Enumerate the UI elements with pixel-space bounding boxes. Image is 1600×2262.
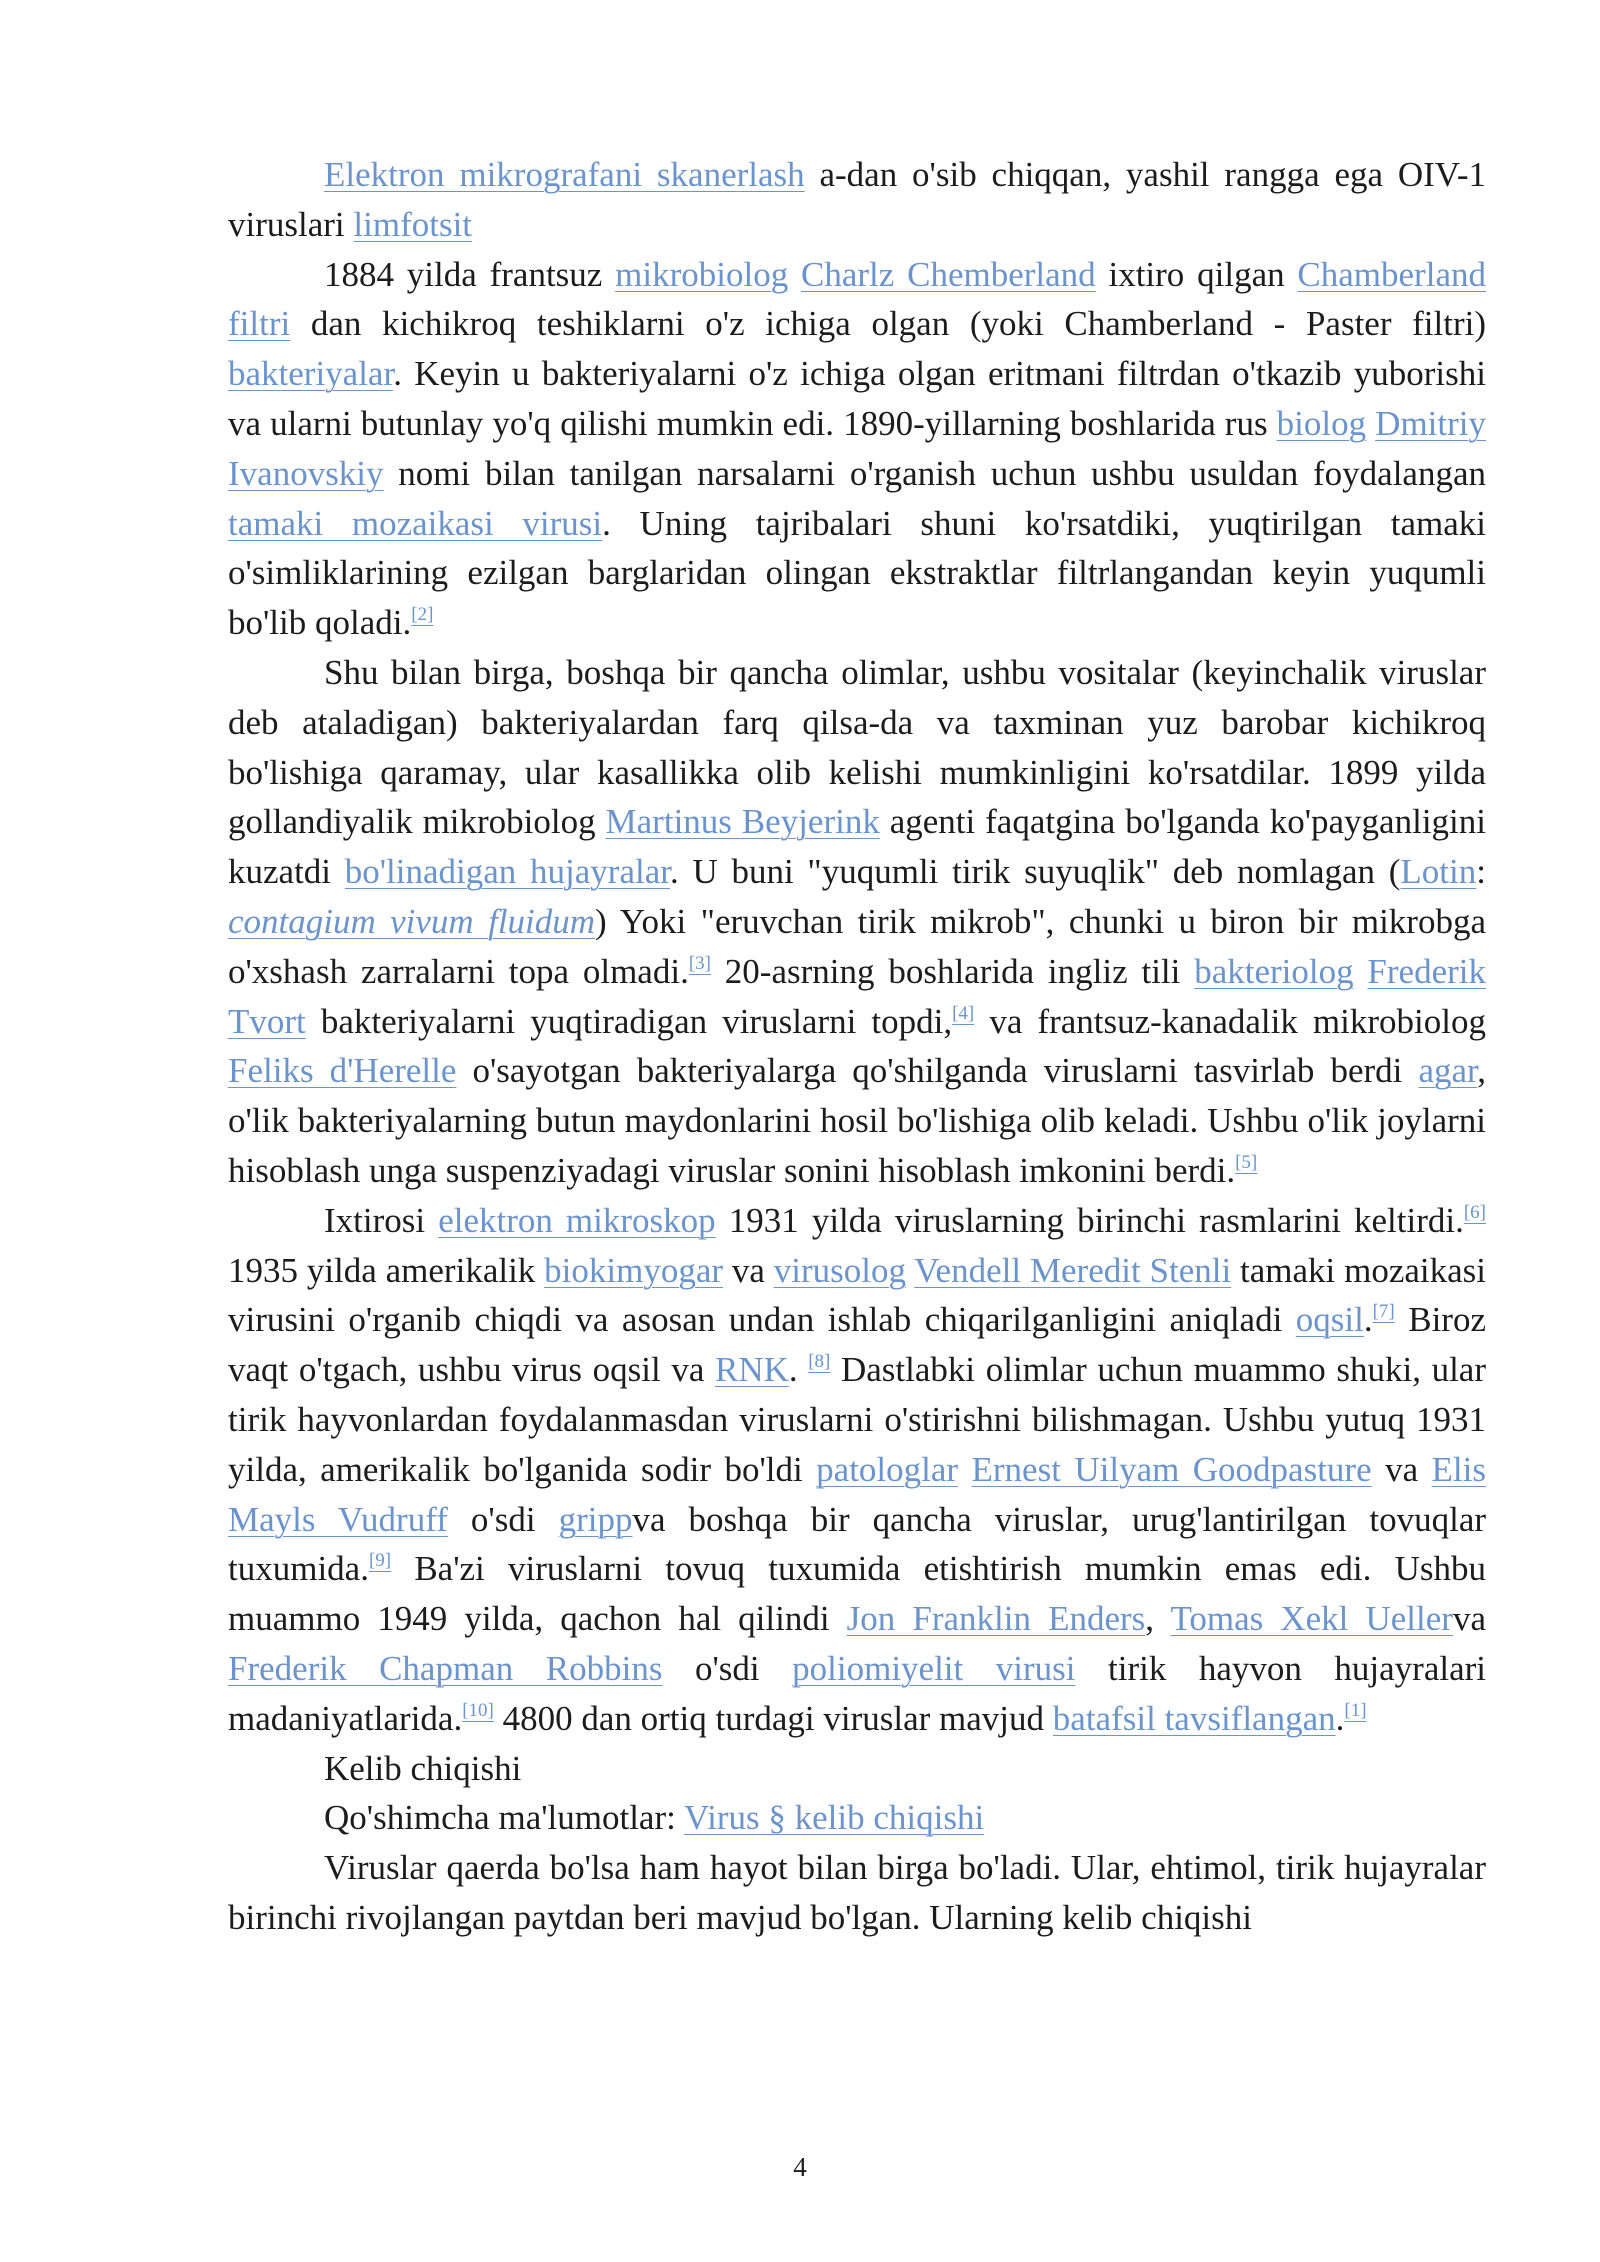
- text-run: ) Yoki "eruvchan tirik mikrob", chunki u biron bir mikrobga o'xshash zarralarni topa olmadi.: [228, 901, 1486, 991]
- footnote-ref[interactable]: [1235, 1152, 1257, 1173]
- inline-link[interactable]: Chamberland filtri: [228, 254, 1486, 344]
- text-run: Dastlabki olimlar uchun muammo shuki, ular tirik hayvonlardan foydalanmasdan viruslarni o'stirishni bilishmagan. Ushbu yutuq 1931 yilda, amerikalik bo'lganida sodir bo'ldi: [228, 1350, 1486, 1489]
- footnote-ref[interactable]: [1344, 1700, 1366, 1721]
- inline-link[interactable]: elektron mikroskop: [438, 1200, 716, 1240]
- text-run: 1935 yilda amerikalik: [228, 1250, 545, 1290]
- inline-link[interactable]: batafsil tavsiflangan: [1052, 1698, 1336, 1738]
- text-run: o'sdi: [447, 1499, 559, 1539]
- inline-link[interactable]: bakteriyalar: [228, 354, 394, 394]
- footnote-ref[interactable]: [411, 604, 433, 625]
- text-run: ,: [1145, 1599, 1171, 1639]
- inline-link[interactable]: Frederik Chapman Robbins: [228, 1648, 663, 1688]
- text-run: . Keyin u bakteriyalarni o'z ichiga olgan eritmani filtrdan o'tkazib yuborishi va ularni butunlay yo'q qilishi mumkin edi. 1890-yillarning boshlarida rus: [228, 354, 1486, 443]
- text-run: va boshqa bir qancha viruslar, urug'lantirilgan tovuqlar tuxumida.: [228, 1499, 1487, 1589]
- footnote-ref[interactable]: [808, 1351, 830, 1372]
- document-page: [228, 150, 1486, 1943]
- text-run: tamaki mozaikasi virusini o'rganib chiqdi va asosan undan ishlab chiqarilganligini aniqladi: [228, 1250, 1487, 1340]
- inline-link[interactable]: biolog: [1276, 403, 1367, 443]
- footnote-ref[interactable]: [1464, 1202, 1486, 1223]
- text-run: Shu bilan birga, boshqa bir qancha olimlar, ushbu vositalar (keyinchalik viruslar deb ataladigan) bakteriyalardan farq qilsa-da va taxminan yuz barobar kichikroq bo'lishiga qaramay, ular kasallikka olib kelishi mumkinligini ko'rsatdilar. 1899 yilda gollandiyalik mikrobiolog: [228, 652, 1486, 842]
- text-run: [788, 255, 801, 294]
- text-run: agenti faqatgina bo'lganda ko'payganligini kuzatdi: [228, 802, 1486, 892]
- text-run: .: [1363, 1300, 1373, 1340]
- body-paragraphs: [228, 150, 1486, 1744]
- footnote-ref[interactable]: [369, 1550, 391, 1571]
- inline-link[interactable]: Elektron mikrografani skanerlash: [324, 155, 805, 194]
- paragraph: [228, 648, 1486, 1196]
- inline-link[interactable]: Tomas Xekl Ueller: [1170, 1599, 1453, 1639]
- text-run: nomi bilan tanilgan narsalarni o'rganish uchun ushbu usuldan foydalangan: [383, 453, 1486, 493]
- text-run: .: [1335, 1698, 1345, 1738]
- text-run: va frantsuz-kanadalik mikrobiolog: [974, 1001, 1486, 1041]
- inline-link[interactable]: poliomiyelit virusi: [792, 1648, 1076, 1688]
- paragraph: [228, 150, 1486, 250]
- text-run: [958, 1450, 971, 1489]
- paragraph-origin: Viruslar qaerda bo'lsa ham hayot bilan birga bo'ladi. Ular, ehtimol, tirik hujayralar birinchi rivojlangan paytdan beri mavjud bo'lgan. Ularning kelib chiqishi: [228, 1848, 1486, 1937]
- footnote-link[interactable]: [4]: [952, 1002, 975, 1024]
- text-run: [1354, 952, 1368, 991]
- inline-link[interactable]: bakteriolog: [1194, 951, 1354, 991]
- inline-link[interactable]: Dmitriy Ivanovskiy: [228, 403, 1486, 493]
- footnote-link[interactable]: [5]: [1235, 1151, 1258, 1173]
- text-run: va: [1452, 1599, 1486, 1639]
- footnote-ref[interactable]: [462, 1700, 494, 1721]
- text-run: bakteriyalarni yuqtiradigan viruslarni topdi,: [305, 1001, 953, 1041]
- inline-link[interactable]: Vendell Meredit Stenli: [914, 1250, 1232, 1290]
- text-run: dan kichikroq teshiklarni o'z ichiga olgan (yoki Chamberland - Paster filtri): [290, 304, 1486, 344]
- text-run: 1931 yilda viruslarning birinchi rasmlarini keltirdi.: [715, 1200, 1464, 1240]
- inline-link[interactable]: tamaki mozaikasi virusi: [228, 503, 603, 543]
- text-run: :: [1476, 852, 1486, 892]
- see-also-line: [228, 1793, 1486, 1843]
- text-run: Ba'zi viruslarni tovuq tuxumida etishtirish mumkin emas edi. Ushbu muammo 1949 yilda, qachon hal qilindi: [228, 1549, 1486, 1639]
- text-run: [906, 1251, 914, 1290]
- text-run: va: [1371, 1449, 1432, 1489]
- footnote-link[interactable]: [10]: [462, 1699, 494, 1721]
- inline-link[interactable]: patologlar: [816, 1449, 959, 1489]
- inline-link[interactable]: Lotin: [1400, 852, 1477, 892]
- text-run: ixtiro qilgan: [1095, 254, 1298, 294]
- footnote-link[interactable]: [7]: [1372, 1301, 1395, 1323]
- text-run: . U buni "yuqumli tirik suyuqlik" deb nomlagan (: [669, 852, 1401, 892]
- text-run: 4800 dan ortiq turdagi viruslar mavjud: [493, 1698, 1053, 1738]
- text-run: va: [723, 1250, 774, 1290]
- section-heading: Kelib chiqishi: [324, 1748, 522, 1788]
- inline-link[interactable]: Jon Franklin Enders: [846, 1599, 1146, 1639]
- inline-link[interactable]: Martinus Beyjerink: [605, 802, 880, 842]
- paragraph: [228, 1196, 1486, 1744]
- footnote-link[interactable]: [9]: [368, 1550, 392, 1572]
- inline-link[interactable]: mikrobiolog: [615, 254, 789, 294]
- paragraph: [228, 250, 1486, 648]
- inline-link[interactable]: oqsil: [1295, 1300, 1364, 1340]
- inline-link[interactable]: Ernest Uilyam Goodpasture: [971, 1449, 1372, 1489]
- text-run: tirik hayvon hujayralari madaniyatlarida.: [228, 1648, 1487, 1738]
- footnote-ref[interactable]: [689, 953, 711, 974]
- page-number: 4: [793, 2152, 807, 2182]
- footnote-link[interactable]: [8]: [808, 1351, 831, 1373]
- inline-link[interactable]: biokimyogar: [544, 1250, 724, 1290]
- footnote-ref[interactable]: [1373, 1301, 1395, 1322]
- text-run: . Uning tajribalari shuni ko'rsatdiki, yuqtirilgan tamaki o'simliklarining ezilgan barglaridan olingan ekstraktlar filtrlangandan keyin yuqumli bo'lib qoladi.: [228, 503, 1486, 643]
- text-run: o'sdi: [662, 1648, 793, 1688]
- footnote-link[interactable]: [3]: [688, 952, 711, 974]
- text-run: Ixtirosi: [324, 1200, 439, 1240]
- inline-link[interactable]: gripp: [558, 1499, 633, 1539]
- text-run: 1884 yilda frantsuz: [324, 254, 616, 294]
- inline-link[interactable]: limfotsit: [353, 204, 473, 244]
- text-run: [1366, 404, 1375, 443]
- text-run: .: [788, 1350, 809, 1390]
- text-run: , o'lik bakteriyalarning butun maydonlarini hosil bo'lishiga olib keladi. Ushbu o'lik joylarni hisoblash unga suspenziyadagi viruslar sonini hisoblash imkonini berdi.: [228, 1051, 1487, 1190]
- see-also-label: Qo'shimcha ma'lumotlar:: [324, 1798, 684, 1838]
- text-run: a-dan o'sib chiqqan, yashil rangga ega OIV-1 viruslari: [228, 155, 1487, 244]
- inline-link[interactable]: Charlz Chemberland: [801, 254, 1096, 294]
- text-run: Biroz vaqt o'tgach, ushbu virus oqsil va: [228, 1300, 1486, 1390]
- inline-link[interactable]: Frederik Tvort: [228, 951, 1486, 1041]
- inline-link[interactable]: Elis Mayls Vudruff: [228, 1449, 1486, 1539]
- text-run: 20-asrning boshlarida ingliz tili: [710, 951, 1195, 991]
- see-also-link[interactable]: Virus § kelib chiqishi: [683, 1798, 985, 1838]
- footnote-link[interactable]: [1]: [1344, 1699, 1367, 1721]
- inline-link[interactable]: agar: [1418, 1051, 1478, 1091]
- footnote-ref[interactable]: [952, 1003, 974, 1024]
- footnote-link[interactable]: [6]: [1463, 1201, 1487, 1223]
- inline-link[interactable]: bo'linadigan hujayralar: [344, 852, 670, 892]
- inline-link[interactable]: virusolog: [773, 1250, 906, 1290]
- text-run: o'sayotgan bakteriyalarga qo'shilganda viruslarni tasvirlab berdi: [456, 1051, 1419, 1091]
- inline-link[interactable]: RNK: [714, 1350, 789, 1390]
- footnote-link[interactable]: [2]: [411, 604, 434, 626]
- inline-link[interactable]: contagium vivum fluidum: [228, 901, 596, 941]
- inline-link[interactable]: Feliks d'Herelle: [228, 1051, 457, 1091]
